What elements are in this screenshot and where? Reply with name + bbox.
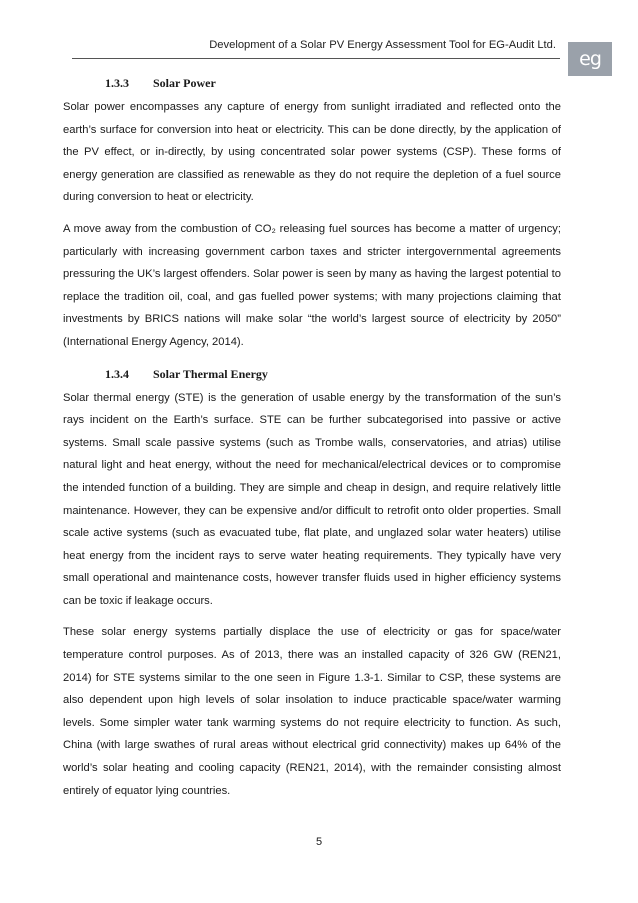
page-header <box>72 36 560 59</box>
document-body <box>63 72 561 809</box>
paragraph: These solar energy systems partially displace the use of electricity or gas for space/water temperature control purposes. As of 2013, there was an installed capacity of 326 GW (REN21, 2014) for STE systems similar to the one seen in Figure 1.3-1. Similar to CSP, these systems are also dependent upon high levels of solar insolation to induce practicable space/water warming levels. Some simpler water tank warming systems do not require electricity to function. As such, China (with large swathes of rural areas without electrical grid connectivity) makes up 64% of the world’s solar heating and cooling capacity (REN21, 2014), with the remainder consisting almost entirely of equator lying countries. <box>63 626 561 797</box>
section-heading-solar-thermal-energy <box>105 363 561 385</box>
page-number: 5 <box>315 836 323 848</box>
paragraph: Solar thermal energy (STE) is the generation of usable energy by the transformation of the sun’s rays incident on the Earth’s surface. STE can be further subcategorised into passive or active systems. Small scale passive systems (such as Trombe walls, conservatories, and atrias) utilise natural light and heat energy, without the need for mechanical/electrical devices or to compromise the intended function of a building. They are simple and cheap in design, and require relatively little maintenance. However, they can be expensive and/or difficult to retrofit onto older properties. Small scale active systems (such as evacuated tube, flat plate, and unglazed solar water heaters) utilise heat energy from the incident rays to serve water heating requirements. They typically have very small operational and maintenance costs, however transfer fluids used in higher efficiency systems can be toxic if leakage occurs. <box>63 391 561 607</box>
paragraph: Solar power encompasses any capture of energy from sunlight irradiated and reflected onto the earth’s surface for conversion into heat or electricity. This can be done directly, by the application of the PV effect, or in-directly, by using concentrated solar power systems (CSP). These forms of energy generation are classified as renewable as they do not require the depletion of a fuel source during conversion to heat or electricity. <box>63 101 561 204</box>
section-number: 1.3.3 <box>105 76 129 90</box>
header-title: Development of a Solar PV Energy Assessment Tool for EG-Audit Ltd. <box>209 39 556 51</box>
paragraph: A move away from the combustion of CO₂ releasing fuel sources has become a matter of urgency; particularly with increasing government carbon taxes and stricter intergovernmental agreements pressuring the UK’s largest offenders. Solar power is seen by many as having the largest potential to replace the tradition oil, coal, and gas fuelled power systems; with many projections claiming that investments by BRICS nations will make solar “the world’s largest source of electricity by 2050” (International Energy Agency, 2014). <box>63 222 561 348</box>
section-title: Solar Thermal Energy <box>153 366 268 381</box>
section-title: Solar Power <box>153 76 216 90</box>
eg-logo: eg <box>568 42 612 76</box>
section-number: 1.3.4 <box>105 366 129 381</box>
section-heading-solar-power <box>105 72 561 94</box>
